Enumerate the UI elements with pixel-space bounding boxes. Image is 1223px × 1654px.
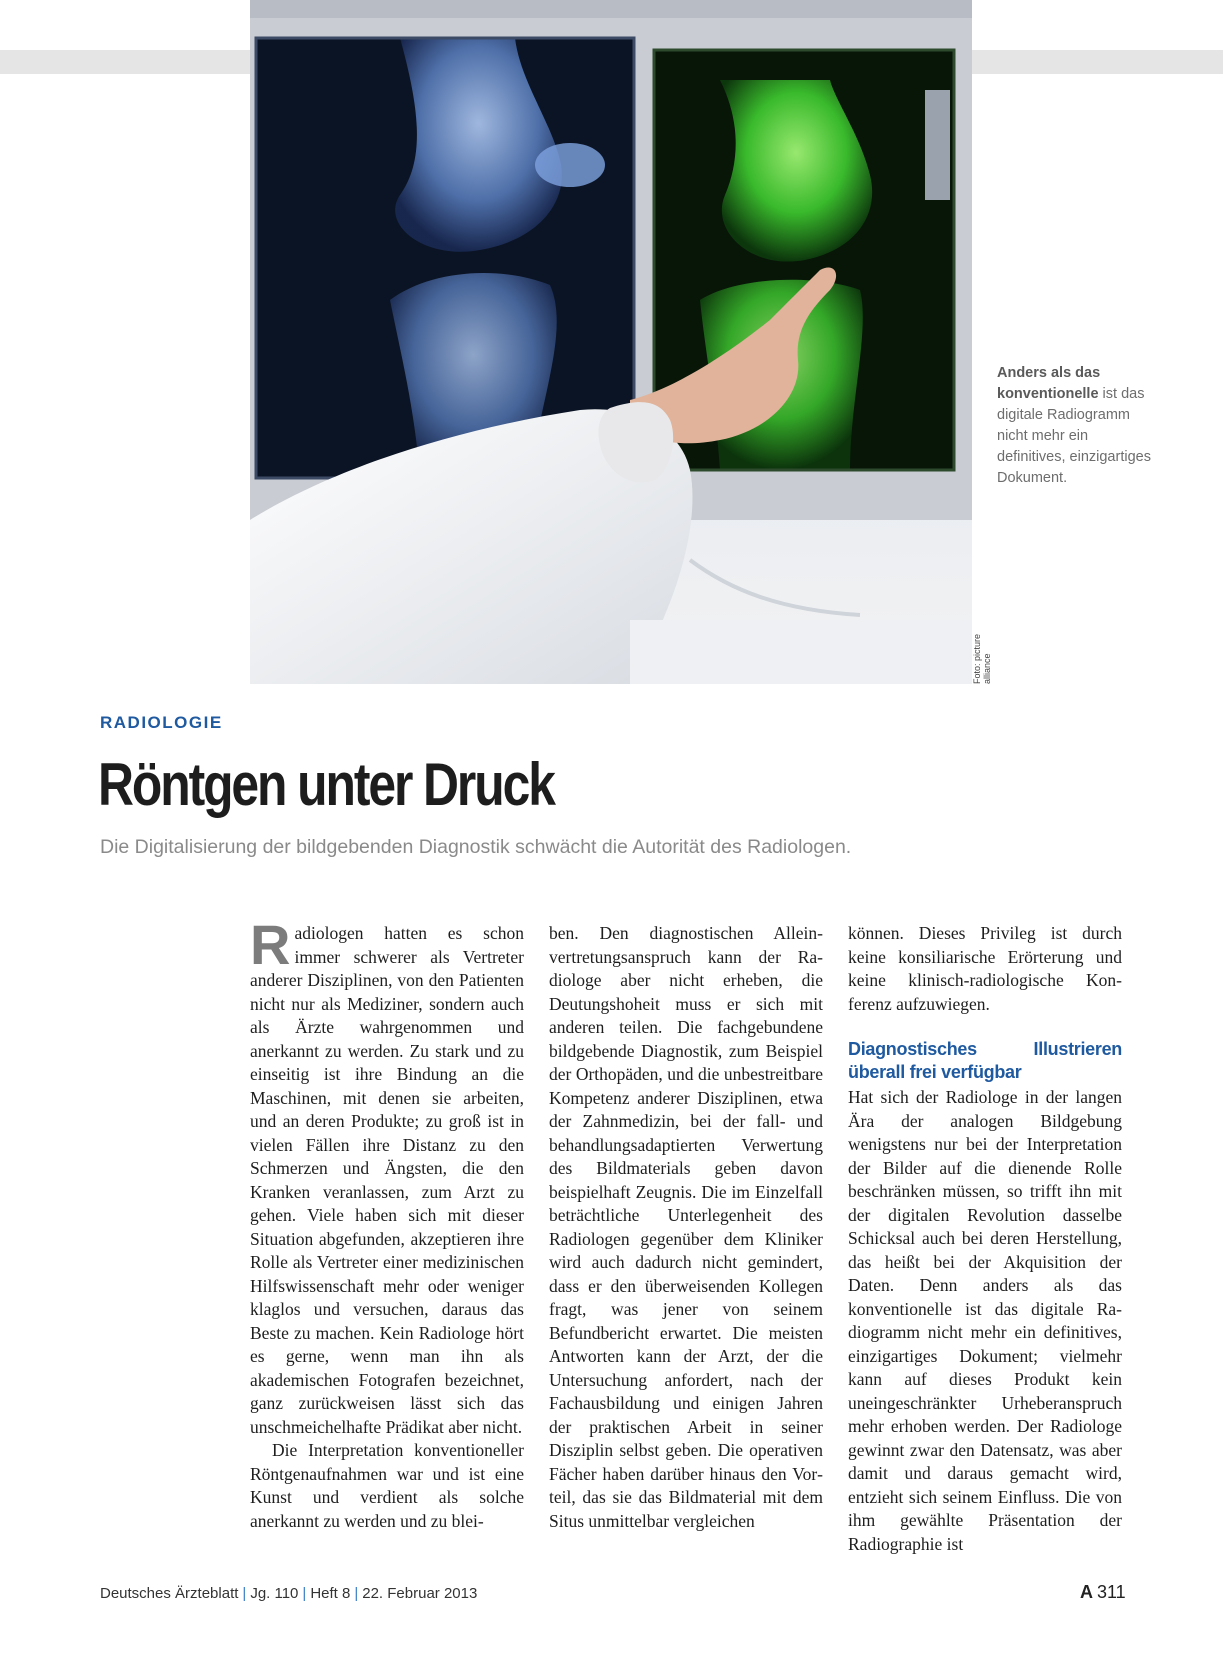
- caption-lead: Anders als das konventionelle: [997, 365, 1101, 402]
- caption-text: ist das digitale Radiogramm nicht mehr ein definitives, einzigartiges Dokument.: [997, 386, 1151, 486]
- photo-caption: [997, 363, 1157, 489]
- paragraph: Hat sich der Radiologe in der langen Ära der analogen Bildgebung wenigstens nur bei der Interpretation der Bilder auf die dienende Rolle beschränken müssen, so trifft ihn mit der digitalen Revolution dasselbe Schicksal auch bei deren Herstellung, das heißt bei der Akquisition der Daten. Denn anders als das konventionelle ist das digitale Radiogramm nicht mehr ein definitives, einzigartiges Dokument; vielmehr kann auf dieses Produkt kein uneingeschränkter Urheberanspruch mehr erhoben werden. Der Radiologe gewinnt zwar den Datensatz, was aber damit und daraus gemacht wird, entzieht sich seinem Einfluss. Die von ihm gewählte Präsentation der Radiographie ist: [848, 1087, 1122, 1554]
- paragraph-text: adiologen hatten es schon immer schwerer als Vertreter anderer Disziplinen, von den Patienten nicht nur als Mediziner, sondern auch als Ärzte wahrgenommen und anerkannt zu werden. Zu stark und zu einseitig ist ihre Bindung an die Maschinen, mit denen sie arbeiten, und an deren Produkte; zu groß ist in vielen Fällen ihre Distanz zu den Schmerzen und Ängsten, die den Kranken veranlassen, zum Arzt zu gehen. Viele haben sich mit dieser Situation abgefunden, akzeptieren ihre Rolle als Vertreter einer medizinischen Hilfswissenschaft mehr oder weniger klaglos und versuchen, daraus das Beste zu machen. Kein Radiologe hört es gerne, wenn man ihn als akademischen Fotografen bezeichnet, ganz zurückweisen lässt sich das unschmeichelhafte Prädikat aber nicht.: [250, 923, 524, 1437]
- header-band-left: [0, 50, 250, 74]
- article-subtitle: Die Digitalisierung der bildgebenden Diagnostik schwächt die Autorität des Radiologen.: [100, 836, 852, 858]
- journal-name: Deutsches Ärzteblatt: [100, 1585, 239, 1602]
- page-number-value: 311: [1097, 1582, 1126, 1602]
- x-ray-illustration: [250, 0, 972, 684]
- paragraph: ben. Den diagnostischen Alleinvertretungsanspruch kann der Radiologe aber nicht erheben, die Deutungshoheit muss er sich mit anderen teilen. Die fachgebundene bildgebende Diagnostik, zum Beispiel der Orthopäden, und die unbestreitbare Kompetenz anderer Disziplinen, etwa der Zahnmedizin, bei der fall- und behandlungsadaptierten Verwertung des Bildmaterials geben davon beispielhaft Zeugnis. Die im Einzelfall beträchtliche Unterlegenheit des Radiologen gegenüber dem Kliniker wird auch dadurch nicht gemindert, dass er den überweisenden Kollegen fragt, was jener von seinem Befundbericht erwartet. Die meisten Antworten kann der Arzt, der die Untersuchung anfordert, nach der Fachausbildung und einigen Jahren der praktischen Arbeit in seiner Disziplin selbst geben. Die operativen Fächer haben darüber hinaus den Vorteil, das sie das Bildmaterial mit dem Situs unmittelbar vergleichen: [549, 923, 823, 1531]
- paragraph: [250, 913, 524, 1439]
- journal-date: 22. Februar 2013: [362, 1585, 478, 1602]
- paragraph: Die Interpretation konventioneller Röntgenaufnahmen war und ist eine Kunst und verdient als solche anerkannt zu werden und zu blei-: [250, 1440, 524, 1531]
- paragraph: können. Dieses Privileg ist durch keine konsiliarische Erörterung und keine klinisch-radiologische Konferenz aufzuwiegen.: [848, 923, 1122, 1014]
- article-title: Röntgen unter Druck: [98, 751, 554, 818]
- photo-credit: Foto: picture alliance: [972, 633, 992, 684]
- drop-cap: R: [250, 913, 291, 976]
- text-column-3: [848, 922, 1122, 1556]
- text-column-2: [549, 922, 823, 1533]
- text-column-1: [250, 913, 524, 1533]
- footer-citation: Deutsches Ärzteblatt | Jg. 110 | Heft 8 | 22. Februar 2013: [100, 1585, 478, 1602]
- page-prefix: A: [1080, 1582, 1093, 1602]
- subheading: Diagnostisches Illustrieren überall frei verfügbar: [848, 1039, 1122, 1082]
- journal-volume: Jg. 110: [250, 1585, 299, 1602]
- journal-issue: Heft 8: [310, 1585, 351, 1602]
- page-number: [1080, 1582, 1126, 1603]
- x-ray-monitor-photo: [250, 0, 972, 684]
- section-label: RADIOLOGIE: [100, 713, 223, 732]
- header-band-right: [972, 50, 1223, 74]
